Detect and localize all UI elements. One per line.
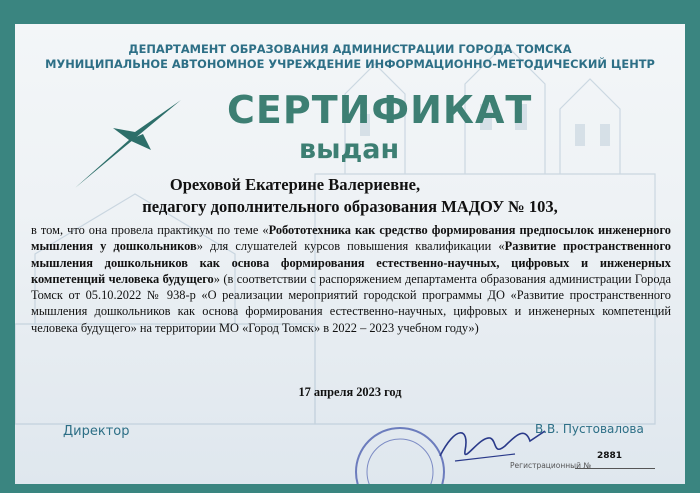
practicum-topic: Робототехника как средство формирования предпосылок инженерного мышления у дошкольников: [31, 223, 671, 254]
organization-line-2: МУНИЦИПАЛЬНОЕ АВТОНОМНОЕ УЧРЕЖДЕНИЕ ИНФОРМАЦИОННО-МЕТОДИЧЕСКИЙ ЦЕНТР: [45, 57, 655, 71]
certificate-title: СЕРТИФИКАТ: [227, 88, 533, 132]
body-text-part-3: » (в соответствии с распоряжением департамента образования администрации Города Томск от 05.10.2022 № 938-р «О реализации мероприятий городской программы ДО «Развитие пространственного мышления дошкольников как основа формирования естественно-научных, цифровых и инженерных компетенций человека будущего» на территории МО «Город Томск» в 2022 – 2023 учебном году»): [31, 271, 671, 335]
registration-number: 2881: [597, 451, 623, 461]
director-label: Директор: [63, 424, 130, 439]
certificate-sheet: [15, 24, 685, 484]
course-title: Развитие пространственного мышления дошкольников как основа формирования естественно-научных, цифровых и инженерных компетенций человека будущего: [31, 239, 671, 286]
issue-date: 17 апреля 2023 год: [298, 385, 402, 399]
organization-line-1: ДЕПАРТАМЕНТ ОБРАЗОВАНИЯ АДМИНИСТРАЦИИ ГОРОДА ТОМСКА: [128, 42, 572, 56]
body-text-part-2: » для слушателей курсов повышения квалификации «: [196, 239, 505, 254]
recipient-position: педагогу дополнительного образования МАДОУ № 103,: [142, 197, 558, 216]
registration-label: Регистрационный №: [510, 461, 592, 470]
certificate-body: [31, 222, 671, 336]
body-text-part-1: в том, что она провела практикум по теме «: [31, 223, 269, 237]
registration-underline: [575, 468, 655, 469]
signer-name: В.В. Пустовалова: [535, 422, 644, 436]
certificate-subtitle: выдан: [299, 134, 400, 165]
recipient-name: Ореховой Екатерине Валериевне,: [169, 175, 421, 194]
